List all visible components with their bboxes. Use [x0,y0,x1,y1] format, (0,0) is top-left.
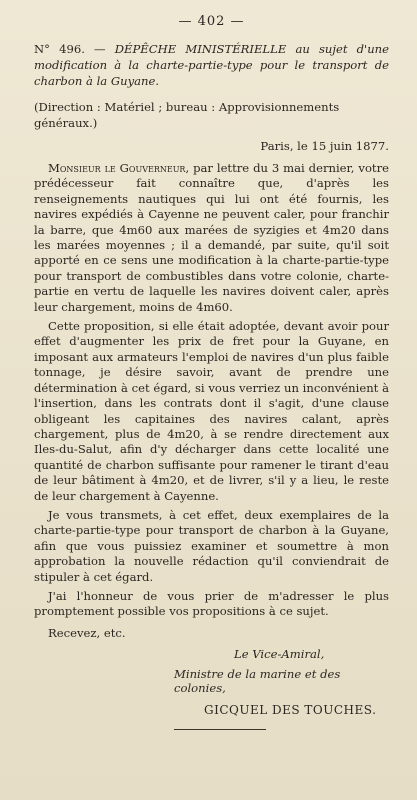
signature-rank: Le Vice-Amiral, [234,646,325,661]
closing-rule [174,729,266,730]
paragraph-1 [34,161,389,315]
paragraph-3: Je vous transmets, à cet effet, deux exemplaires de la charte-partie-type pour transport de charbon à la Guyane, afin que vous puissiez examiner et soumettre à mon approbation la nouvelle rédaction qu'il conviendrait de stipuler à cet égard. [34,507,389,584]
document-subtitle: au sujet d'une modification à la charte-partie-type pour le transport de charbon à la Guyane. [34,42,390,88]
paragraph-1-text: par lettre du 3 mai dernier, votre prédécesseur fait connaître que, d'après les renseignements nautiques qui lui ont été fournis, les navires expédiés à Cayenne ne peuvent caler, pour franchir la barre, que 4m60 aux marées de syzigies et 4m20 dans les marées moyennes ; il a demandé, par suite, qu'il soit apporté en ce sens une modification à la charte-partie-type pour transport de combustibles dans votre colonie, charte-partie en vertu de laquelle les navires doivent caler, après leur chargement, moins de 4m60. [34,161,389,314]
paragraph-4: J'ai l'honneur de vous prier de m'adresser le plus promptement possible vos propositions à ce sujet. [34,588,389,619]
dateline: Paris, le 15 juin 1877. [260,139,389,153]
direction-line: (Direction : Matériel ; bureau : Approvisionnements généraux.) [34,100,340,130]
page-number: — 402 — [178,14,245,29]
document-title: DÉPÊCHE MINISTÉRIELLE [114,42,287,56]
document-heading [34,41,389,89]
salutation: Monsieur le Gouverneur, [48,161,190,175]
paragraph-2: Cette proposition, si elle était adoptée, devant avoir pour effet d'augmenter les prix de fret pour la Guyane, en imposant aux armateurs l'emploi de navires d'un plus faible tonnage, je désire savoir, avant de prendre une détermination à cet égard, si vous verriez un inconvénient à l'insertion, dans les contrats dont il s'agit, d'une clause obligeant les capitaines des navires calant, après chargement, plus de 4m20, à se rendre directement aux Iles-du-Salut, afin d'y décharger dans cette localité une quantité de charbon suffisante pour ramener le tirant d'eau de leur bâtiment à 4m20, et de livrer, s'il y a lieu, le reste de leur chargement à Cayenne. [34,319,389,503]
signature-name: GICQUEL DES TOUCHES. [204,702,377,717]
document-number: N° 496. — [34,42,106,56]
signature-office: Ministre de la marine et des colonies, [174,666,341,695]
closing: Recevez, etc. [48,625,126,640]
